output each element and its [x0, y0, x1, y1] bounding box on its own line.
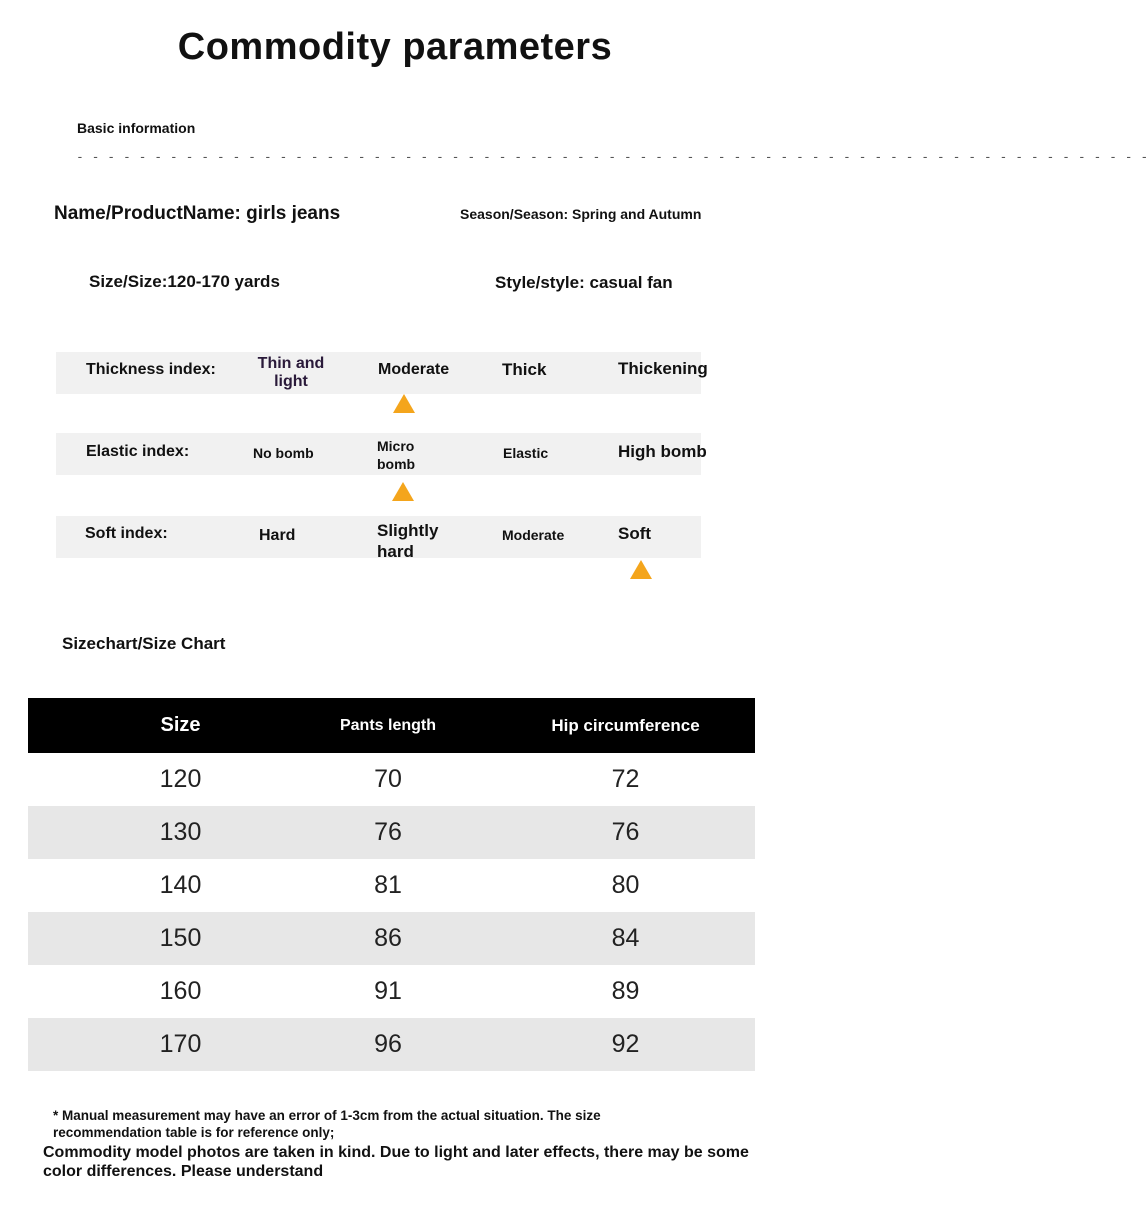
- size-chart-table: [28, 698, 755, 1071]
- photo-disclaimer: Commodity model photos are taken in kind. Due to light and later effects, there may be some color differences. Please understand: [43, 1144, 749, 1180]
- thickness-option-3: Thick: [502, 360, 547, 379]
- elastic-option-1: No bomb: [253, 445, 314, 461]
- table-row: [28, 859, 755, 912]
- thickness-option-4: Thickening: [618, 359, 708, 378]
- cell-pants-length: 76: [374, 818, 402, 846]
- thickness-selected-marker-icon: [393, 394, 415, 413]
- table-row: [28, 806, 755, 859]
- elastic-option-2: Micro bomb: [377, 438, 416, 472]
- cell-hip-circumference: 76: [611, 818, 640, 846]
- soft-option-1: Hard: [259, 527, 296, 544]
- dashed-divider: - - - - - - - - - - - - - - - - - - - - - - - - - - - - - - - - - - - - - - - - - - - - - - - - - - - - - - - - - - - - - - - - - - - - -: [76, 150, 1148, 165]
- column-header-pants-length: Pants length: [339, 717, 436, 734]
- basic-info-heading: Basic information: [77, 120, 196, 136]
- soft-index-label: Soft index:: [85, 525, 168, 542]
- cell-hip-circumference: 72: [611, 765, 640, 793]
- soft-selected-marker-icon: [630, 560, 652, 579]
- thickness-index-label: Thickness index:: [86, 361, 216, 378]
- elastic-selected-marker-icon: [392, 482, 414, 501]
- size-info: Size/Size:120-170 yards: [89, 272, 280, 291]
- elastic-index-label: Elastic index:: [86, 443, 190, 460]
- table-row: [28, 1018, 755, 1071]
- cell-size: 120: [159, 765, 202, 793]
- cell-pants-length: 91: [374, 977, 402, 1005]
- cell-hip-circumference: 84: [611, 924, 640, 952]
- cell-pants-length: 96: [374, 1030, 402, 1058]
- cell-size: 140: [159, 871, 202, 899]
- cell-size: 130: [159, 818, 202, 846]
- table-row: [28, 753, 755, 806]
- cell-size: 150: [159, 924, 202, 952]
- elastic-option-3: Elastic: [503, 445, 549, 461]
- size-chart-heading: Sizechart/Size Chart: [62, 634, 226, 653]
- cell-pants-length: 70: [374, 765, 402, 793]
- soft-option-3: Moderate: [502, 527, 565, 543]
- elastic-option-4: High bomb: [618, 442, 707, 461]
- page-title: Commodity parameters: [177, 26, 613, 68]
- style-info: Style/style: casual fan: [495, 273, 673, 292]
- cell-hip-circumference: 89: [611, 977, 640, 1005]
- table-row: [28, 912, 755, 965]
- cell-hip-circumference: 92: [611, 1030, 640, 1058]
- column-header-hip-circumference: Hip circumference: [551, 716, 700, 735]
- table-row: [28, 965, 755, 1018]
- cell-hip-circumference: 80: [611, 871, 640, 899]
- thickness-option-1: Thin and light: [257, 355, 325, 391]
- season-info: Season/Season: Spring and Autumn: [460, 206, 702, 222]
- cell-pants-length: 86: [374, 924, 402, 952]
- measurement-note: * Manual measurement may have an error of 1-3cm from the actual situation. The size recommendation table is for reference only;: [53, 1108, 601, 1140]
- cell-size: 160: [159, 977, 202, 1005]
- thickness-option-2: Moderate: [378, 361, 450, 378]
- column-header-size: Size: [160, 714, 201, 736]
- soft-option-2: Slightly hard: [377, 521, 439, 561]
- product-name: Name/ProductName: girls jeans: [54, 203, 341, 224]
- table-header: [28, 698, 755, 753]
- soft-option-4: Soft: [618, 524, 652, 543]
- cell-size: 170: [159, 1030, 202, 1058]
- cell-pants-length: 81: [374, 871, 402, 899]
